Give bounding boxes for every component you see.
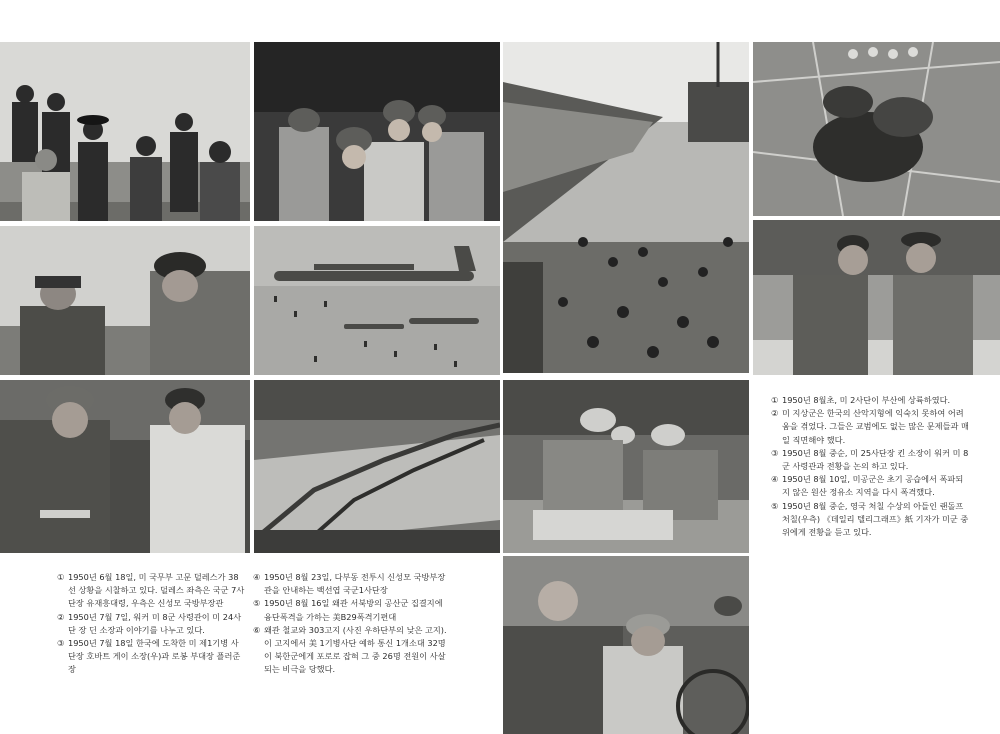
caption-item: ② 미 지상군은 한국의 산악지형에 익숙치 못하여 어려움을 겪었다. 그들은 교범에도 없는 많은 문제들과 매일 직면해야 했다.	[771, 408, 969, 445]
caption-item: ① 1950년 6월 18일, 미 국무부 고문 덜레스가 38선 상황을 시찰하고 있다. 덜레스 좌측은 국군 7사단장 유재흥대령, 우측은 신성모 국방부장관	[57, 572, 245, 609]
photo-wonsan-aerial	[753, 42, 1000, 216]
photo-soldiers-mountain	[503, 380, 749, 553]
photo-dulles-inspection	[0, 42, 250, 221]
caption-item: ⑥ 왜관 철교와 303고지 (사진 우하단부의 낮은 고지). 이 고지에서 美 1기병사단 예하 통신 1개소대 32명이 북한군에게 포로로 잡혀 그 중 26명 전원이 사살되는 비극을 당했다.	[253, 624, 447, 675]
caption-item: ⑤ 1950년 8월 16일 왜관 서북방의 공산군 집결지에 융단폭격을 가하는 美B29폭격기편대	[253, 598, 443, 622]
caption-item: ④ 1950년 8월 23일, 다부동 전투시 신성모 국방부장관을 안내하는 백선엽 국군1사단장	[253, 572, 446, 596]
photo-walker-dean	[254, 42, 500, 221]
photo-paik-shin	[0, 380, 250, 553]
caption-item: ⑤ 1950년 8월 중순, 영국 처칠 수상의 아들인 랜돌프 처칠(우측) 《데일리 텔리그래프》紙 기자가 미군 중위에게 전황을 듣고 있다.	[771, 500, 969, 538]
photo-b29-bombers	[254, 226, 500, 375]
photo-busan-landing	[503, 42, 749, 373]
caption-item: ③ 1950년 8월 중순, 미 25사단장 킨 소장이 워커 미 8군 사령관과 전황을 논의 하고 있다.	[771, 447, 969, 472]
caption-item: ② 1950년 7월 7일, 워커 미 8군 사령관이 미 24사단 장 딘 소장과 이야기를 나누고 있다.	[57, 611, 242, 635]
caption-item: ① 1950년 8월초, 미 2사단이 부산에 상륙하였다.	[771, 395, 951, 405]
photo-gay-palmer	[0, 226, 250, 375]
caption-item: ④ 1950년 8월 10일, 미공군은 초기 공습에서 폭파되지 않은 원산 정유소 지역을 다시 폭격했다.	[771, 474, 964, 498]
photo-kean-walker	[753, 220, 1000, 375]
caption-block-right	[771, 394, 971, 539]
photo-randolph-churchill	[503, 556, 749, 734]
caption-item: ③ 1950년 7월 18일 한국에 도착한 미 제1기병 사단장 호바트 게이 소장(우)과 로봉 부대장 플러준장	[57, 638, 241, 675]
caption-block-left	[57, 571, 245, 677]
caption-block-middle	[253, 571, 453, 677]
photo-waegwan-bridge	[254, 380, 500, 553]
